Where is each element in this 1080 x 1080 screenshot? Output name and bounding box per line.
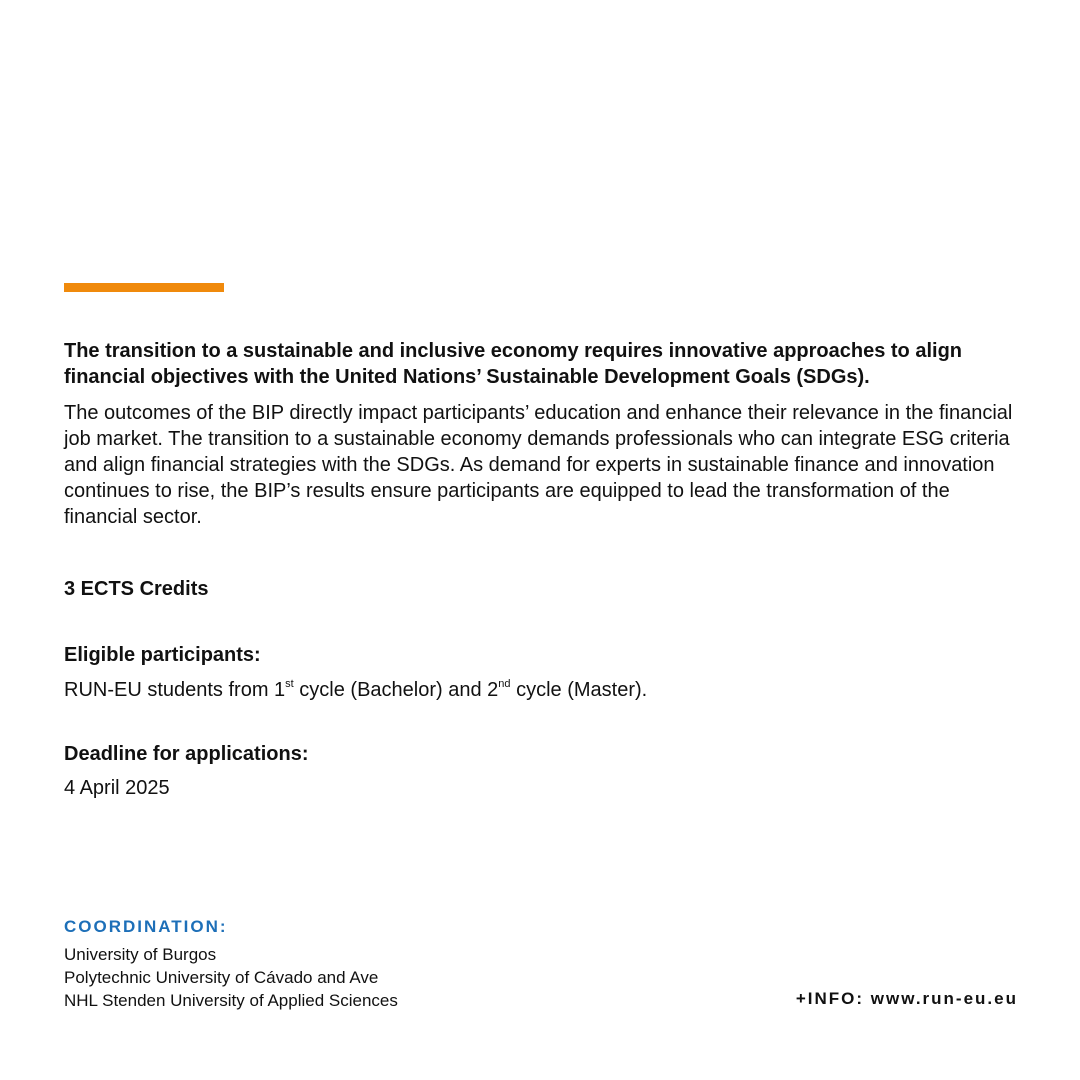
body-paragraph: The outcomes of the BIP directly impact participants’ education and enhance their relevance in the financial job market. The transition to a sustainable economy demands professionals who can integrate ESG criteria and align financial strategies with the SDGs. As demand for experts in sustainable finance and innovation continues to rise, the BIP’s results ensure participants are equipped to lead the transformation of the financial sector.	[64, 402, 1013, 528]
coordination-institution: University of Burgos	[64, 945, 217, 964]
eligible-participants-value: RUN-EU students from 1st cycle (Bachelor) and 2nd cycle (Master).	[64, 678, 648, 701]
coordination-institution: NHL Stenden University of Applied Sciences	[64, 991, 398, 1010]
credits-label: 3 ECTS Credits	[64, 578, 209, 600]
deadline-value: 4 April 2025	[64, 777, 170, 799]
lead-paragraph: The transition to a sustainable and inclusive economy requires innovative approaches to align financial objectives with the United Nations’ Sustainable Development Goals (SDGs).	[64, 340, 962, 388]
accent-bar	[64, 283, 224, 292]
coordination-institution: Polytechnic University of Cávado and Ave	[64, 968, 379, 987]
coordination-list	[64, 943, 398, 1012]
info-website-link[interactable]: +INFO: www.run-eu.eu	[795, 989, 1018, 1008]
coordination-heading: COORDINATION:	[64, 917, 228, 936]
eligible-participants-heading: Eligible participants:	[64, 644, 261, 666]
deadline-heading: Deadline for applications:	[64, 743, 309, 765]
